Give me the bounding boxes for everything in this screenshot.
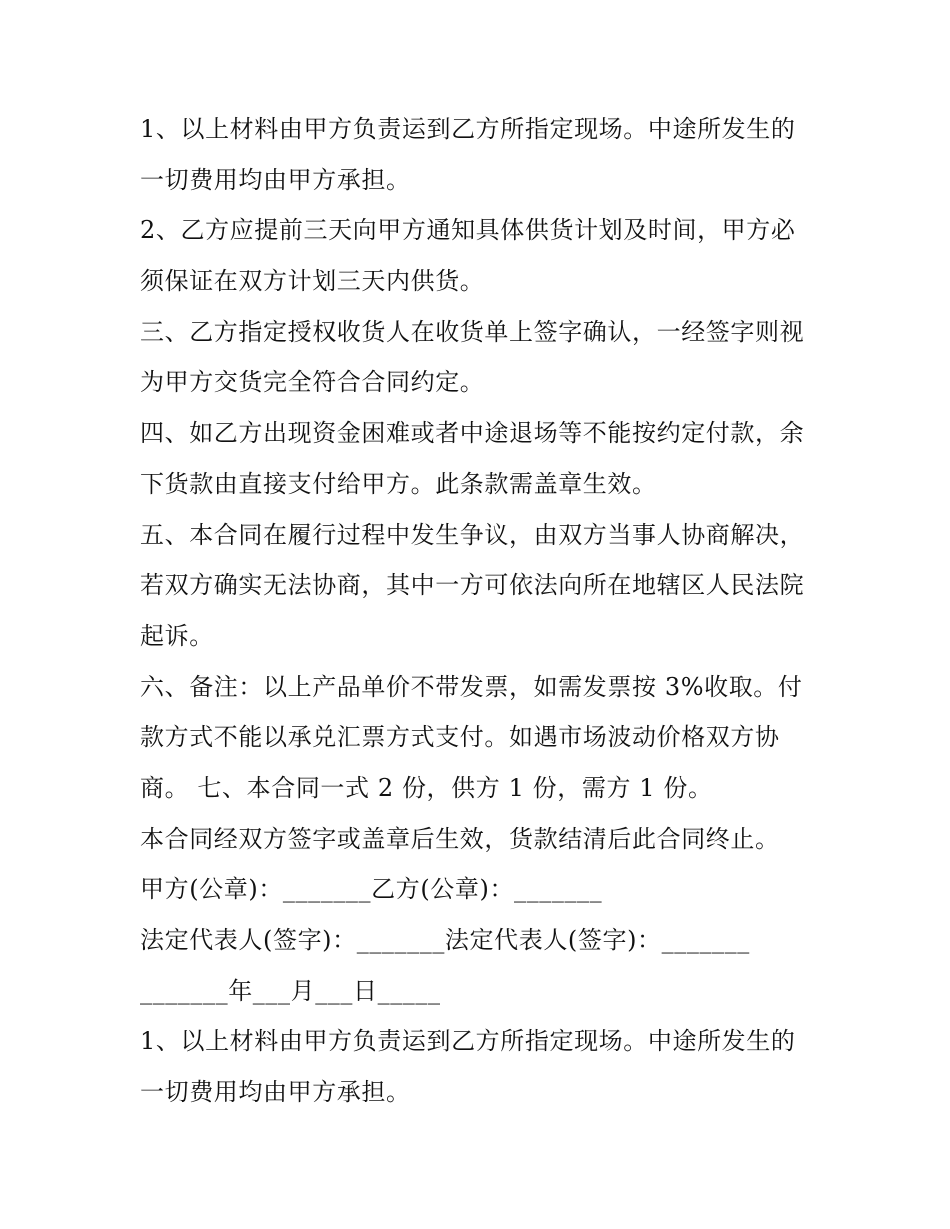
repeat-clause-1-line-2: 一切费用均由甲方承担。 [140, 1078, 411, 1107]
clause-1-line-1: 1、以上材料由甲方负责运到乙方所指定现场。中途所发生的 [140, 115, 796, 143]
repeat-clause-1-line-1: 1、以上材料由甲方负责运到乙方所指定现场。中途所发生的 [140, 1027, 796, 1056]
document-page [140, 104, 815, 1118]
party-seal-line: 甲方(公章)：_______乙方(公章)：_______ [140, 875, 603, 904]
effective-clause: 本合同经双方签字或盖章后生效，货款结清后此合同终止。 [140, 824, 780, 853]
clause-4-line-2: 下货款由直接支付给甲方。此条款需盖章生效。 [140, 469, 657, 498]
clause-6-line-2: 款方式不能以承兑汇票方式支付。如遇市场波动价格双方协 [140, 723, 780, 752]
clause-3-line-2: 为甲方交货完全符合合同约定。 [140, 368, 485, 397]
clause-2-line-1: 2、乙方应提前三天向甲方通知具体供货计划及时间，甲方必 [140, 216, 796, 245]
clause-6-line-1: 六、备注：以上产品单价不带发票，如需发票按 3%收取。付 [140, 672, 803, 701]
clause-4-line-1: 四、如乙方出现资金困难或者中途退场等不能按约定付款，余 [140, 419, 805, 448]
clause-5-line-3: 起诉。 [140, 621, 214, 650]
date-line: _______年___月___日_____ [140, 976, 441, 1005]
clause-3-line-1: 三、乙方指定授权收货人在收货单上签字确认，一经签字则视 [140, 317, 805, 346]
clause-1-line-2: 一切费用均由甲方承担。 [140, 165, 411, 194]
clause-5-line-2: 若双方确实无法协商，其中一方可依法向所在地辖区人民法院 [140, 571, 805, 600]
clause-6-7-line-3: 商。 七、本合同一式 2 份，供方 1 份，需方 1 份。 [140, 773, 713, 802]
representative-signature-line: 法定代表人(签字)：_______法定代表人(签字)：_______ [140, 926, 750, 954]
clause-5-line-1: 五、本合同在履行过程中发生争议，由双方当事人协商解决， [140, 520, 805, 549]
clause-2-line-2: 须保证在双方计划三天内供货。 [140, 267, 485, 296]
